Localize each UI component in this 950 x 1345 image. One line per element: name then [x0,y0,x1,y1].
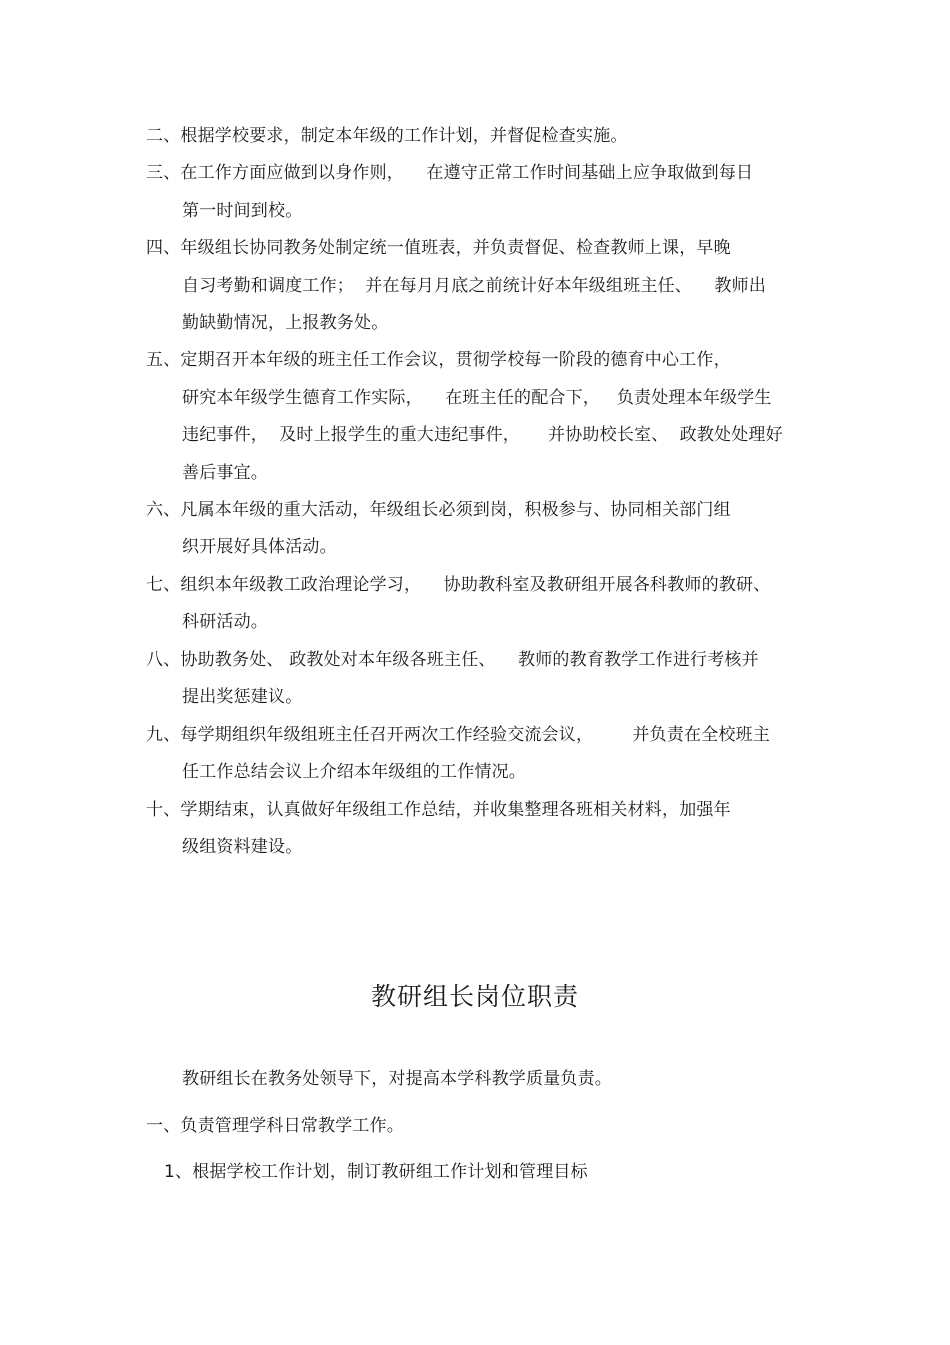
duty-item-5: 五、定期召开本年级的班主任工作会议，贯彻学校每一阶段的德育中心工作， [146,350,731,370]
duty-item-3-cont: 第一时间到校。 [182,201,303,221]
section-subitem-1: 1、根据学校工作计划，制订教研组工作计划和管理目标 [164,1162,588,1182]
duty-item-5-cont-3: 善后事宜。 [182,463,268,483]
duty-item-4-cont-2: 勤缺勤情况，上报教务处。 [182,313,389,333]
duty-item-5-cont-2: 违纪事件， 及时上报学生的重大违纪事件， 并协助校长室、 政教处处理好 [182,425,783,445]
duty-item-8: 八、协助教务处、 政教处对本年级各班主任、 教师的教育教学工作进行考核并 [146,650,759,670]
section-title: 教研组长岗位职责 [370,982,579,1011]
duty-item-9: 九、每学期组织年级组班主任召开两次工作经验交流会议， 并负责在全校班主 [146,725,771,745]
duty-item-2: 二、根据学校要求，制定本年级的工作计划，并督促检查实施。 [146,126,628,146]
duty-item-7-cont: 科研活动。 [182,612,268,632]
duty-item-6: 六、凡属本年级的重大活动，年级组长必须到岗，积极参与、协同相关部门组 [146,500,731,520]
duty-item-10: 十、学期结束，认真做好年级组工作总结，并收集整理各班相关材料，加强年 [146,800,731,820]
duty-item-4: 四、年级组长协同教务处制定统一值班表，并负责督促、检查教师上课，早晚 [146,238,731,258]
duty-item-10-cont: 级组资料建设。 [182,837,303,857]
duty-item-3: 三、在工作方面应做到以身作则， 在遵守正常工作时间基础上应争取做到每日 [146,163,754,183]
section-item-1: 一、负责管理学科日常教学工作。 [146,1116,404,1136]
duty-item-7: 七、组织本年级教工政治理论学习， 协助教科室及教研组开展各科教师的教研、 [146,575,771,595]
duty-item-4-cont-1: 自习考勤和调度工作； 并在每月月底之前统计好本年级组班主任、 教师出 [182,276,767,296]
duty-item-9-cont: 任工作总结会议上介绍本年级组的工作情况。 [182,762,526,782]
section-intro: 教研组长在教务处领导下，对提高本学科教学质量负责。 [182,1069,612,1089]
duty-item-5-cont-1: 研究本年级学生德育工作实际， 在班主任的配合下， 负责处理本年级学生 [182,388,772,408]
duty-item-8-cont: 提出奖惩建议。 [182,687,303,707]
duty-item-6-cont: 织开展好具体活动。 [182,537,337,557]
